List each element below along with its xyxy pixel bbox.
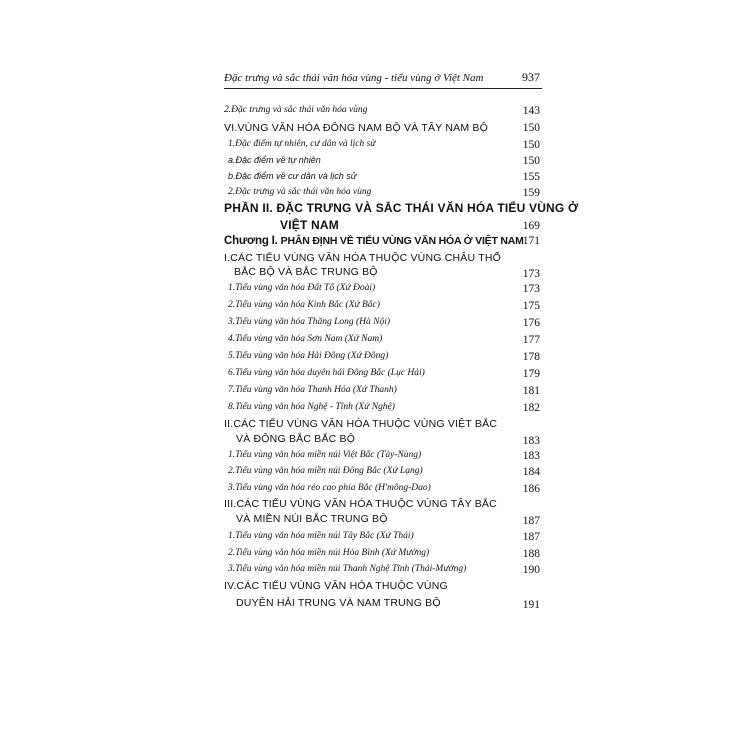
toc-entry-page: 150 [522, 122, 540, 134]
toc-entry-text: 4.Tiểu vùng văn hóa Sơn Nam (Xứ Nam) [228, 334, 383, 344]
toc-entry-text: VÀ MIỀN NÚI BẮC TRUNG BỘ [236, 513, 388, 525]
toc-entry-text: 3.Tiểu vùng văn hóa rẻo cao phía Bắc (H'mông-Dao) [228, 483, 431, 493]
toc-entry-page: 176 [522, 317, 540, 329]
toc-entry-text: 1.Đặc điểm tự nhiên, cư dân và lịch sử [228, 139, 376, 149]
toc-entry-page: 187 [522, 531, 540, 543]
toc-entry-text: 2.Đặc trưng và sắc thái văn hóa vùng [228, 187, 372, 197]
toc-entry-page: 169 [522, 220, 540, 232]
toc-entry-page: 173 [522, 268, 540, 280]
toc-entry-text: 3.Tiểu vùng văn hóa miền núi Thanh Nghệ Tĩnh (Thái-Mường) [228, 564, 467, 574]
toc-entry-text: 2.Đặc trưng và sắc thái văn hóa vùng [224, 105, 368, 115]
header-page-number: 937 [522, 70, 540, 84]
toc-entry-text: IV.CÁC TIỂU VÙNG VĂN HÓA THUỘC VÙNG [224, 580, 448, 592]
toc-entry-page: 159 [522, 187, 540, 199]
toc-entry-page: 181 [522, 385, 540, 397]
toc-entry-text: b.Đặc điểm về cư dân và lịch sử [228, 171, 357, 181]
toc-entry-text: III.CÁC TIỂU VÙNG VĂN HÓA THUỘC VÙNG TÂY BẮC [224, 498, 497, 510]
toc-entry-page: 184 [522, 466, 540, 478]
toc-entry-page: 171 [522, 235, 540, 247]
toc-entry-text: 8.Tiểu vùng văn hóa Nghệ - Tĩnh (Xứ Nghệ) [228, 402, 395, 412]
toc-entry-text: I.CÁC TIỂU VÙNG VĂN HÓA THUỘC VÙNG CHÂU THỔ [224, 252, 501, 264]
toc-entry-text [224, 235, 524, 247]
chapter-title: PHÂN ĐỊNH VỀ TIỂU VÙNG VĂN HÓA Ở VIỆT NAM [280, 235, 524, 247]
toc-entry-page: 177 [522, 334, 540, 346]
toc-entry-text: BẮC BỘ VÀ BẮC TRUNG BỘ [234, 266, 378, 278]
toc-entry-page: 143 [522, 105, 540, 117]
toc-entry-text: a.Đặc điểm về tự nhiên [228, 155, 321, 165]
toc-entry-page: 175 [522, 300, 540, 312]
header-title: Đặc trưng và sắc thái văn hóa vùng - tiểu vùng ở Việt Nam [224, 72, 484, 84]
toc-entry-text: 7.Tiểu vùng văn hóa Thanh Hóa (Xứ Thanh) [228, 385, 397, 395]
toc-entry-text: 5.Tiểu vùng văn hóa Hải Đông (Xứ Đông) [228, 351, 389, 361]
toc-entry-text: 1.Tiểu vùng văn hóa miền núi Việt Bắc (Tày-Nùng) [228, 450, 422, 460]
toc-entry-text: DUYÊN HẢI TRUNG VÀ NAM TRUNG BỘ [236, 597, 441, 609]
toc-entry-text: VI.VÙNG VĂN HÓA ĐÔNG NAM BỘ VÀ TÂY NAM BỘ [224, 122, 488, 134]
toc-entry-page: 186 [522, 483, 540, 495]
toc-entry-text: PHẦN II. ĐẶC TRƯNG VÀ SẮC THÁI VĂN HÓA TIỂU VÙNG Ở [224, 201, 579, 215]
toc-entry-page: 188 [522, 548, 540, 560]
toc-entry-page: 187 [522, 515, 540, 527]
toc-entry-page: 179 [522, 368, 540, 380]
toc-entry-text: II.CÁC TIỂU VÙNG VĂN HÓA THUỘC VÙNG VIỆT BẮC [224, 418, 498, 430]
toc-entry-page: 173 [522, 283, 540, 295]
toc-entry-text: 1.Tiểu vùng văn hóa miền núi Tây Bắc (Xứ Thái) [228, 531, 414, 541]
toc-entry-text: 3.Tiểu vùng văn hóa Thăng Long (Hà Nội) [228, 317, 391, 327]
toc-entry-page: 183 [522, 435, 540, 447]
toc-entry-page: 183 [522, 450, 540, 462]
toc-entry-page: 150 [522, 139, 540, 151]
chapter-label: Chương I. [224, 235, 281, 247]
toc-entry-text: VÀ ĐÔNG BẮC BẮC BỘ [236, 433, 356, 445]
toc-entry-page: 191 [522, 599, 540, 611]
toc-entry-text: 1.Tiểu vùng văn hóa Đất Tổ (Xứ Đoài) [228, 283, 376, 293]
toc-entry-page: 190 [522, 564, 540, 576]
toc-entry-page: 182 [522, 402, 540, 414]
toc-entry-text: 2.Tiểu vùng văn hóa Kinh Bắc (Xứ Bắc) [228, 300, 380, 310]
toc-entry-text: 2.Tiểu vùng văn hóa miền núi Đông Bắc (Xứ Lạng) [228, 466, 423, 476]
toc-entry-page: 178 [522, 351, 540, 363]
toc-entry-text: VIỆT NAM [280, 218, 339, 232]
toc-entry-text: 6.Tiểu vùng văn hóa duyên hải Đông Bắc (Lục Hải) [228, 368, 425, 378]
toc-entry-page: 150 [522, 155, 540, 167]
toc-entry-page: 155 [522, 171, 540, 183]
toc-entry-text: 2.Tiểu vùng văn hóa miền núi Hòa Bình (Xứ Mường) [228, 548, 430, 558]
running-header [224, 70, 542, 89]
